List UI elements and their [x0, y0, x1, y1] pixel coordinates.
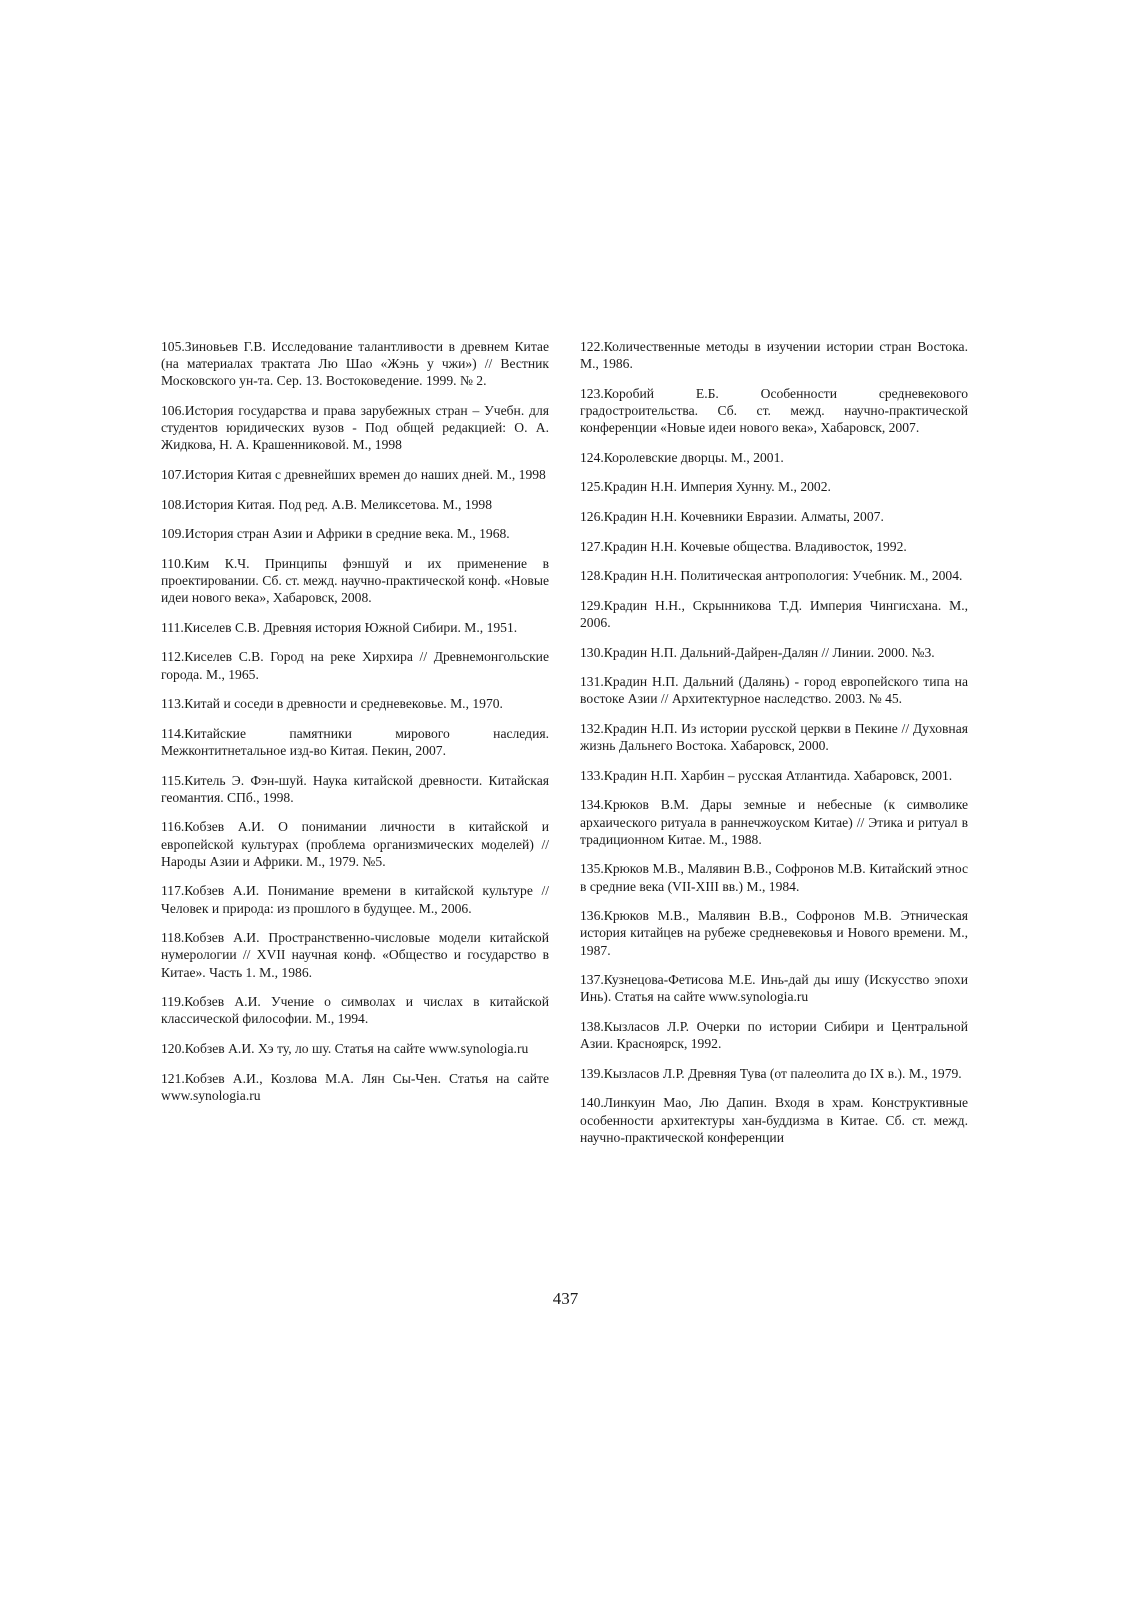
- bibliography-entry: 106.История государства и права зарубежных стран – Учебн. для студентов юридических вузов - Под общей редакцией: О. А. Жидкова, Н. А. Крашенниковой. М., 1998: [161, 403, 549, 453]
- bibliography-entry: 138.Кызласов Л.Р. Очерки по истории Сибири и Центральной Азии. Красноярск, 1992.: [580, 1018, 968, 1052]
- bibliography-entry: 121.Кобзев А.И., Козлова М.А. Лян Сы-Чен. Статья на сайте www.synologia.ru: [161, 1070, 549, 1103]
- bibliography-entry: 135.Крюков М.В., Малявин В.В., Софронов М.В. Китайский этнос в средние века (VII-XIII вв.) М., 1984.: [580, 861, 968, 894]
- bibliography-entry: 115.Китель Э. Фэн-шуй. Наука китайской древности. Китайская геомантия. СПб., 1998.: [161, 772, 549, 805]
- bibliography-entry: 123.Коробий Е.Б. Особенности средневекового градостроительства. Сб. ст. межд. научно-практической конференции «Новые идеи нового века», Хабаровск, 2007.: [580, 385, 968, 436]
- bibliography-entry: 140.Линкуин Мао, Лю Дапин. Входя в храм. Конструктивные особенности архитектуры хан-буддизма в Китае. Сб. ст. межд. научно-практической конференции: [580, 1095, 968, 1145]
- bibliography-column-right: [580, 338, 968, 1158]
- bibliography-entry: 107.История Китая с древнейших времен до наших дней. М., 1998: [161, 467, 546, 482]
- bibliography-entry: 119.Кобзев А.И. Учение о символах и числах в китайской классической философии. М., 1994.: [161, 994, 549, 1027]
- bibliography-entry: 134.Крюков В.М. Дары земные и небесные (к символике архаического ритуала в раннечжоуском Китае) // Этика и ритуал в традиционном Китае. М., 1988.: [580, 797, 968, 847]
- bibliography-entry: 126.Крадин Н.Н. Кочевники Евразии. Алматы, 2007.: [580, 508, 884, 524]
- bibliography-entry: 116.Кобзев А.И. О понимании личности в китайской и европейской культурах (проблема организмических моделей) // Народы Азии и Африки. М., 1979. №5.: [161, 819, 549, 869]
- bibliography-entry: 125.Крадин Н.Н. Империя Хунну. М., 2002.: [580, 479, 831, 495]
- bibliography-entry: 132.Крадин Н.П. Из истории русской церкви в Пекине // Духовная жизнь Дальнего Востока. Хабаровск, 2000.: [580, 720, 968, 754]
- bibliography-entry: 110.Ким К.Ч. Принципы фэншуй и их применение в проектировании. Сб. ст. межд. научно-практической конф. «Новые идеи нового века», Хабаровск, 2008.: [161, 555, 549, 606]
- bibliography-entry: 114.Китайские памятники мирового наследия. Межконтитнетальное изд-во Китая. Пекин, 2007.: [161, 725, 549, 758]
- bibliography-entry: 111.Киселев С.В. Древняя история Южной Сибири. М., 1951.: [161, 619, 518, 635]
- bibliography-entry: 137.Кузнецова-Фетисова М.Е. Инь-дай ды ишу (Искусство эпохи Инь). Статья на сайте www.synologia.ru: [580, 972, 968, 1005]
- bibliography-entry: 120.Кобзев А.И. Хэ ту, ло шу. Статья на сайте www.synologia.ru: [161, 1040, 529, 1056]
- bibliography-entry: 129.Крадин Н.Н., Скрынникова Т.Д. Империя Чингисхана. М., 2006.: [580, 597, 968, 630]
- bibliography-entry: 131.Крадин Н.П. Дальний (Далянь) - город европейского типа на востоке Азии // Архитектурное наследство. 2003. № 45.: [580, 674, 968, 707]
- bibliography-entry: 128.Крадин Н.Н. Политическая антропология: Учебник. М., 2004.: [580, 568, 963, 584]
- bibliography-entry: 109.История стран Азии и Африки в средние века. М., 1968.: [161, 526, 510, 542]
- bibliography-entry: 124.Королевские дворцы. М., 2001.: [580, 449, 784, 465]
- page-number: 437: [552, 1289, 579, 1308]
- bibliography-entry: 130.Крадин Н.П. Дальний-Дайрен-Далян // Линии. 2000. №3.: [580, 644, 935, 660]
- bibliography-entry: 117.Кобзев А.И. Понимание времени в китайской культуре // Человек и природа: из прошлого в будущее. М., 2006.: [161, 883, 549, 916]
- bibliography-entry: 136.Крюков М.В., Малявин В.В., Софронов М.В. Этническая история китайцев на рубеже средневековья и Нового времени. М., 1987.: [580, 908, 968, 958]
- bibliography-column-left: [161, 338, 549, 1116]
- bibliography-entry: 108.История Китая. Под ред. А.В. Меликсетова. М., 1998: [161, 496, 493, 512]
- bibliography-entry: 118.Кобзев А.И. Пространственно-числовые модели китайской нумерологии // XVII научная конф. «Общество и государство в Китае». Часть 1. М., 1986.: [161, 930, 549, 980]
- bibliography-entry: 133.Крадин Н.П. Харбин – русская Атлантида. Хабаровск, 2001.: [580, 767, 953, 783]
- bibliography-entry: 105.Зиновьев Г.В. Исследование талантливости в древнем Китае (на материалах трактата Лю Шао «Жэнь у чжи») // Вестник Московского ун-та. Сер. 13. Востоковедение. 1999. № 2.: [161, 339, 549, 389]
- bibliography-entry: 112.Киселев С.В. Город на реке Хирхира // Древнемонгольские города. М., 1965.: [161, 649, 549, 682]
- bibliography-entry: 113.Китай и соседи в древности и средневековье. М., 1970.: [161, 696, 503, 712]
- bibliography-entry: 122.Количественные методы в изучении истории стран Востока. М., 1986.: [580, 339, 968, 372]
- bibliography-entry: 139.Кызласов Л.Р. Древняя Тува (от палеолита до IX в.). М., 1979.: [580, 1065, 962, 1081]
- bibliography-entry: 127.Крадин Н.Н. Кочевые общества. Владивосток, 1992.: [580, 538, 907, 554]
